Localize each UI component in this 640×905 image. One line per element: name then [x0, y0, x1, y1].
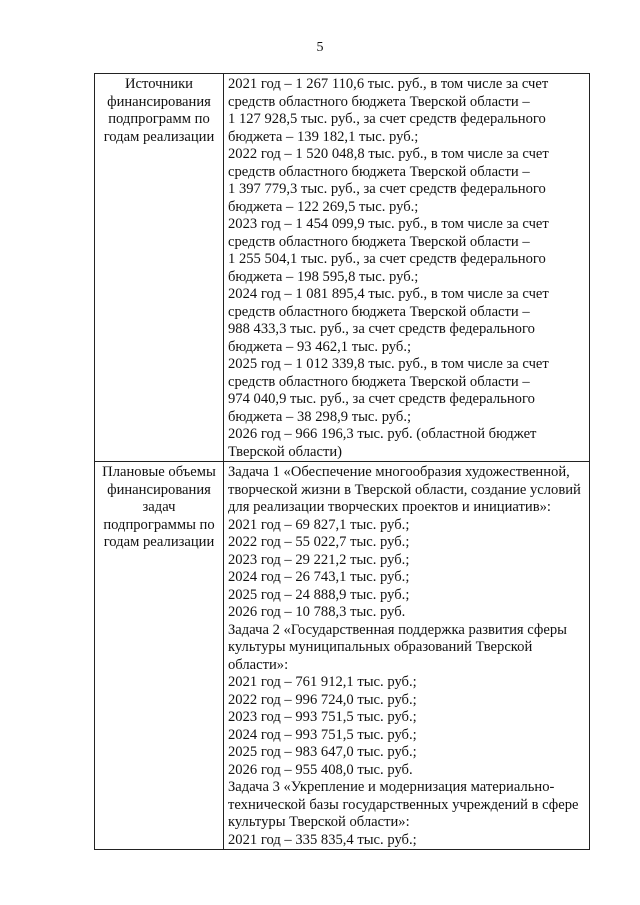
text-line: 2022 год – 55 022,7 тыс. руб.;: [228, 534, 410, 550]
text-line: 2023 год – 29 221,2 тыс. руб.;: [228, 551, 410, 568]
text-line: 2023 год – 1 454 099,9 тыс. руб., в том числе за счет: [228, 216, 549, 232]
row-content: [224, 462, 590, 850]
text-line: средств областного бюджета Тверской области –: [228, 93, 530, 110]
text-line: бюджета – 122 269,5 тыс. руб.;: [228, 198, 419, 215]
text-line: средств областного бюджета Тверской области –: [228, 233, 530, 250]
table-row-planned-volumes: [95, 462, 590, 850]
text-line: 1 255 504,1 тыс. руб., за счет средств федерального: [228, 251, 546, 267]
page-number: 5: [316, 40, 324, 55]
text-line: 2024 год – 26 743,1 тыс. руб.;: [228, 569, 410, 585]
text-line: 2025 год – 983 647,0 тыс. руб.;: [228, 744, 417, 760]
table-row-funding-sources: [95, 74, 590, 462]
financing-table: [94, 73, 590, 850]
task-heading: Задача 2 «Государственная поддержка развития сферы культуры муниципальных образований Тверской области»:: [228, 621, 567, 673]
row-label: Источники финансирования подпрограмм по годам реализации: [95, 74, 224, 462]
text-line: средств областного бюджета Тверской области –: [228, 303, 530, 320]
text-line: 2024 год – 993 751,5 тыс. руб.;: [228, 726, 417, 743]
text-line: 974 040,9 тыс. руб., за счет средств федерального: [228, 391, 535, 407]
text-line: 2024 год – 1 081 895,4 тыс. руб., в том числе за счет: [228, 286, 549, 302]
text-line: 2021 год – 335 835,4 тыс. руб.;: [228, 831, 417, 848]
text-line: 2021 год – 761 912,1 тыс. руб.;: [228, 674, 417, 690]
text-line: 2022 год – 1 520 048,8 тыс. руб., в том числе за счет: [228, 146, 549, 162]
task-heading: Задача 3 «Укрепление и модернизация материально-технической базы государственных учреждений в сфере культуры Тверской области»:: [228, 779, 579, 830]
text-line: бюджета – 38 298,9 тыс. руб.;: [228, 408, 412, 425]
row-content: [224, 74, 590, 462]
task-heading: Задача 1 «Обеспечение многообразия художественной, творческой жизни в Тверской области, создание условий для реализации творческих проектов и инициатив»:: [228, 464, 581, 515]
text-line: 2026 год – 966 196,3 тыс. руб. (областной бюджет: [228, 426, 537, 442]
text-line: средств областного бюджета Тверской области –: [228, 163, 530, 180]
text-line: 2022 год – 996 724,0 тыс. руб.;: [228, 691, 417, 708]
text-line: бюджета – 198 595,8 тыс. руб.;: [228, 268, 419, 285]
text-line: 2023 год – 993 751,5 тыс. руб.;: [228, 709, 417, 725]
text-line: 988 433,3 тыс. руб., за счет средств федерального: [228, 321, 535, 337]
text-line: 2021 год – 69 827,1 тыс. руб.;: [228, 516, 410, 533]
text-line: 1 127 928,5 тыс. руб., за счет средств федерального: [228, 111, 546, 127]
text-line: 2026 год – 10 788,3 тыс. руб.: [228, 604, 406, 620]
text-line: 2026 год – 955 408,0 тыс. руб.: [228, 761, 413, 778]
row-label: Плановые объемы финансирования задач подпрограммы по годам реализации: [95, 462, 224, 850]
text-line: 2021 год – 1 267 110,6 тыс. руб., в том числе за счет: [228, 76, 549, 92]
text-line: 2025 год – 24 888,9 тыс. руб.;: [228, 586, 410, 603]
text-line: средств областного бюджета Тверской области –: [228, 373, 530, 390]
text-line: бюджета – 93 462,1 тыс. руб.;: [228, 338, 412, 355]
text-line: 1 397 779,3 тыс. руб., за счет средств федерального: [228, 181, 546, 197]
text-line: бюджета – 139 182,1 тыс. руб.;: [228, 128, 419, 145]
text-line: 2025 год – 1 012 339,8 тыс. руб., в том числе за счет: [228, 356, 549, 372]
text-line: Тверской области): [228, 443, 342, 460]
